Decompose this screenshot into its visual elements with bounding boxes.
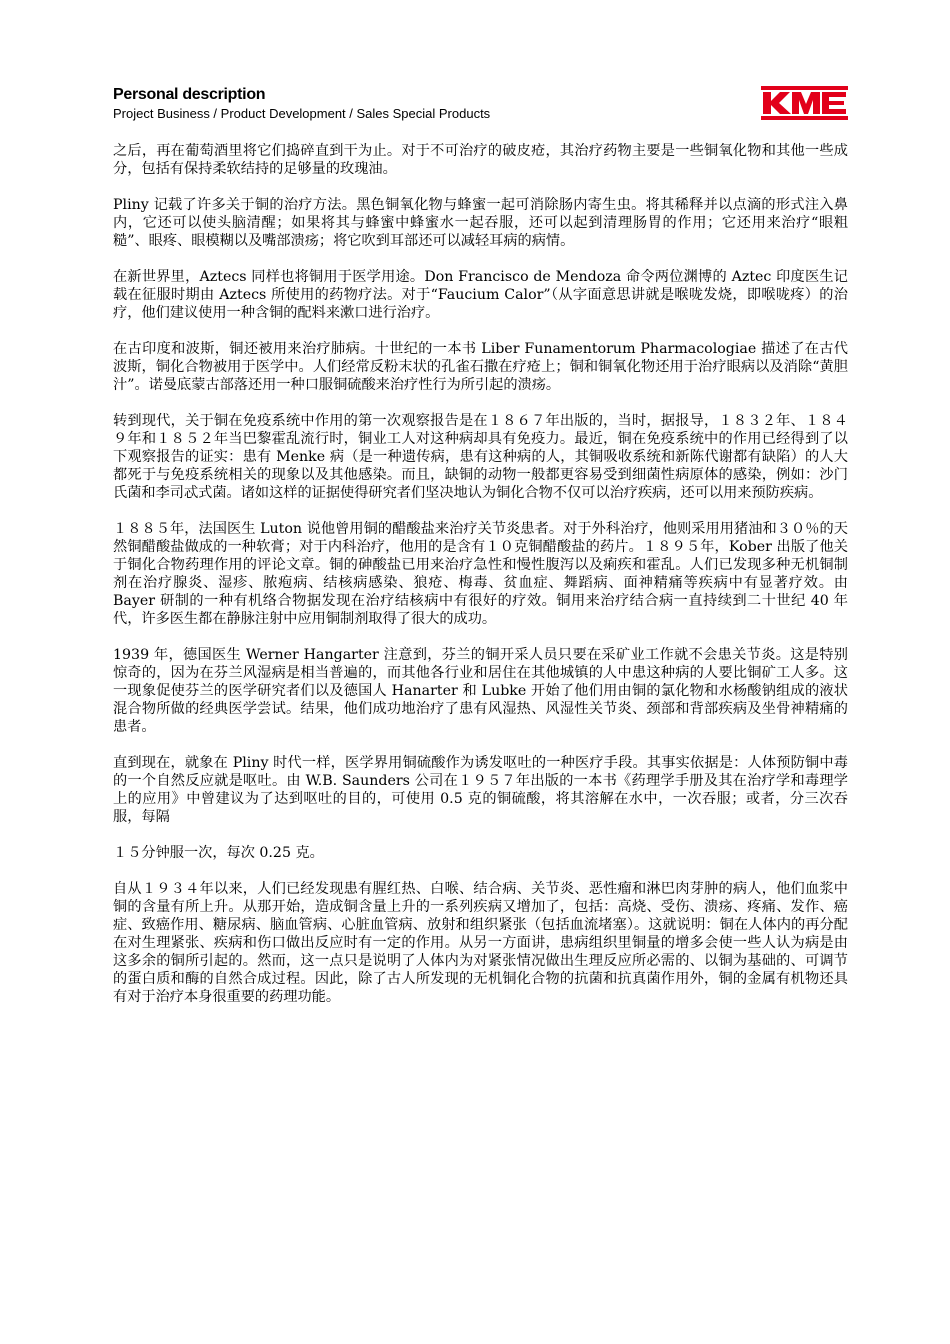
paragraph: 直到现在，就象在 Pliny 时代一样，医学界用铜硫酸作为诱发呕吐的一种医疗手段。其事实依据是：人体预防铜中毒的一个自然反应就是呕吐。由 W.B. Saunders 公司在１９５７年出版的一本书《药理学手册及其在治疗学和毒理学上的应用》中曾建议为了达到呕吐的目的，可使用 0.5 克的铜硫酸，将其溶解在水中，一次吞服；或者，分三次吞服，每隔 <box>113 755 848 825</box>
paragraph: 自从１９３４年以来，人们已经发现患有腥红热、白喉、结合病、关节炎、恶性瘤和淋巴肉芽肿的病人，他们血浆中铜的含量有所上升。从那开始，造成铜含量上升的一系列疾病又增加了，包括：高烧、受伤、溃疡、疼痛、发作、癌症、致癌作用、糖尿病、脑血管病、心脏血管病、放射和组织紧张（包括血流堵塞）。这就说明：铜在人体内的再分配在对生理紧张、疾病和伤口做出反应时有一定的作用。从另一方面讲，患病组织里铜量的增多会使一些人认为病是由这多余的铜所引起的。然而，这一点只是说明了人体内为对紧张情况做出生理反应所必需的、以铜为基础的、可调节的蛋白质和酶的自然合成过程。因此，除了古人所发现的无机铜化合物的抗菌和抗真菌作用外，铜的金属有机物还具有对于治疗本身很重要的药理功能。 <box>113 881 848 1005</box>
page-header <box>113 86 848 126</box>
paragraph: 转到现代，关于铜在免疫系统中作用的第一次观察报告是在１８６７年出版的，当时，据报导，１８３２年、１８４９年和１８５２年当巴黎霍乱流行时，铜业工人对这种病却具有免疫力。最近，铜在免疫系统中的作用已经得到了以下观察报告的证实：患有 Menke 病（是一种遗传病，患有这种病的人，其铜吸收系统和新陈代谢都有缺陷）的人大都死于与免疫系统相关的现象以及其他感染。而且，缺铜的动物一般都更容易受到细菌性病原体的感染，例如：沙门氏菌和李司忒式菌。诸如这样的证据使得研究者们坚决地认为铜化合物不仅可以治疗疾病，还可以用来预防疾病。 <box>113 413 848 501</box>
paragraph: 在新世界里，Aztecs 同样也将铜用于医学用途。Don Francisco de Mendoza 命令两位渊博的 Aztec 印度医生记载在征服时期由 Aztecs 所使用的药物疗法。对于“Faucium Calor”（从字面意思讲就是喉咙发烧，即喉咙疼）的治疗，他们建议使用一种含铜的配料来漱口进行治疗。 <box>113 269 848 321</box>
paragraph: Pliny 记载了许多关于铜的治疗方法。黑色铜氧化物与蜂蜜一起可消除肠内寄生虫。将其稀释并以点滴的形式注入鼻内，它还可以使头脑清醒；如果将其与蜂蜜中蜂蜜水一起吞服，还可以起到清理肠胃的作用；它还用来治疗“眼粗糙”、眼疼、眼模糊以及嘴部溃疡；将它吹到耳部还可以减轻耳病的病情。 <box>113 197 848 249</box>
paragraph: 在古印度和波斯，铜还被用来治疗肺病。十世纪的一本书 Liber Funamentorum Pharmacologiae 描述了在古代波斯，铜化合物被用于医学中。人们经常反粉末状的孔雀石撒在疗疮上；铜和铜氧化物还用于治疗眼病以及消除“黄胆汁”。诺曼底蒙古部落还用一种口服铜硫酸来治疗性行为所引起的溃疡。 <box>113 341 848 393</box>
kme-logo <box>761 86 848 120</box>
paragraph: １５分钟服一次，每次 0.25 克。 <box>113 845 324 861</box>
paragraph: 之后，再在葡萄酒里将它们捣碎直到干为止。对于不可治疗的破皮疮，其治疗药物主要是一些铜氧化物和其他一些成分，包括有保持柔软结持的足够量的玫瑰油。 <box>113 143 848 177</box>
paragraph: １８８５年，法国医生 Luton 说他曾用铜的醋酸盐来治疗关节炎患者。对于外科治疗，他则采用用猪油和３０％的天然铜醋酸盐做成的一种软膏；对于内科治疗，他用的是含有１０克铜醋酸盐的药片。１８９５年，Kober 出版了他关于铜化合物药理作用的评论文章。铜的砷酸盐已用来治疗急性和慢性腹泻以及痢疾和霍乱。人们已发现多种无机铜制剂在治疗腺炎、湿疹、脓疱病、结核病感染、狼疮、梅毒、贫血症、舞蹈病、面神精痛等疾病中有显著疗效。由 Bayer 研制的一种有机络合物据发现在治疗结核病中有很好的疗效。铜用来治疗结合病一直持续到二十世纪 40 年代，许多医生都在静脉注射中应用铜制剂取得了很大的成功。 <box>113 521 848 627</box>
header-subtitle: Project Business / Product Development / Sales Special Products <box>113 106 491 121</box>
paragraph: 1939 年，德国医生 Werner Hangarter 注意到，芬兰的铜开采人员只要在采矿业工作就不会患关节炎。这是特别惊奇的，因为在芬兰风湿病是相当普遍的，而其他各行业和居住在其他城镇的人中患这种病的人要比铜矿工人多。这一现象促使芬兰的医学研究者们以及德国人 Hanarter 和 Lubke 开始了他们用由铜的氯化物和水杨酸钠组成的液状混合物所做的经典医学尝试。结果，他们成功地治疗了患有风湿热、风湿性关节炎、颈部和背部疾病及坐骨神精痛的患者。 <box>113 647 848 735</box>
body-text <box>113 142 848 1024</box>
header-title: Personal description <box>113 86 266 103</box>
